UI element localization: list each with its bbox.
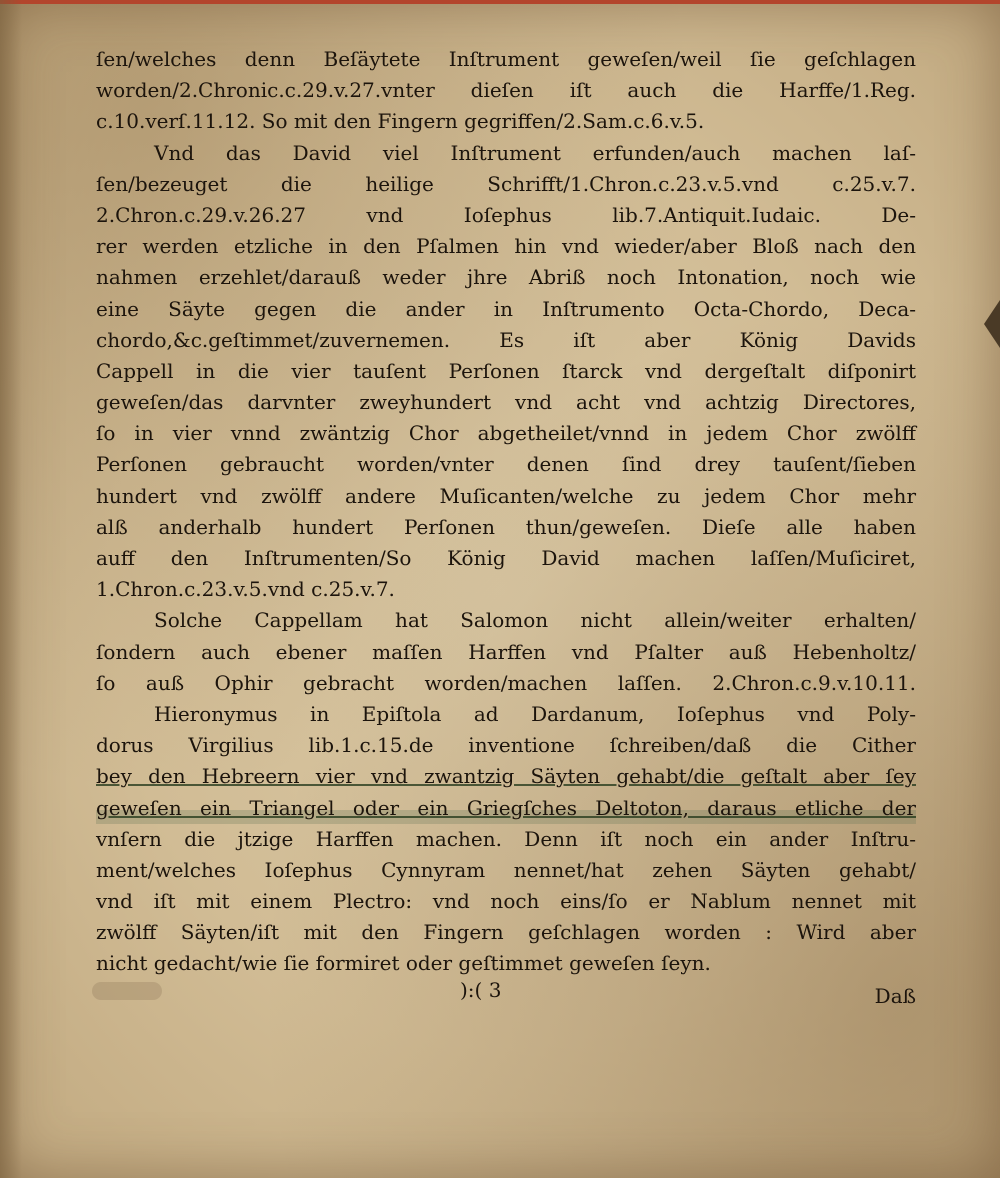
catchword: Daß	[874, 984, 916, 1008]
text-line: ment/welches Ioſephus Cynnyram nennet/hat zehen Säyten gehabt/	[96, 857, 916, 882]
text-line: Perſonen gebraucht worden/vnter denen ſind drey tauſent/ſieben	[96, 452, 916, 477]
page-edge-notch	[984, 300, 1000, 348]
underlined-text-line: bey den Hebreern vier vnd zwantzig Säyten gehabt/die geſtalt aber ſey	[96, 764, 916, 789]
text-line: ſen/welches denn Beſäytete Inſtrument geweſen/weil ſie geſchlagen	[96, 47, 916, 71]
text-line: ſondern auch ebener maſſen Harffen vnd Pſalter auß Hebenholtz/	[96, 639, 916, 664]
text-line: Cappell in die vier tauſent Perſonen ſtarck vnd dergeſtalt diſponirt	[96, 358, 916, 383]
text-line: nahmen erzehlet/darauß weder jhre Abriß noch Intonation, noch wie	[96, 265, 916, 290]
text-line: hundert vnd zwölff andere Muſicanten/welche zu jedem Chor mehr	[96, 483, 916, 508]
text-line: 2.Chron.c.29.v.26.27 vnd Ioſephus lib.7.Antiquit.Iudaic. De-	[96, 202, 916, 227]
page-top-edge	[0, 0, 1000, 4]
text-line: vnſern die jtzige Harffen machen. Denn iſt noch ein ander Inſtru-	[96, 826, 916, 851]
page-footer	[96, 978, 916, 1014]
text-line: alß anderhalb hundert Perſonen thun/geweſen. Dieſe alle haben	[96, 514, 916, 539]
text-line: chordo,&c.geſtimmet/zuvernemen. Es iſt aber König Davids	[96, 327, 916, 352]
text-line: rer werden etzliche in den Pſalmen hin vnd wieder/aber Bloß nach den	[96, 234, 916, 259]
page-binding-shadow	[0, 0, 22, 1178]
text-line: ſo in vier vnnd zwäntzig Chor abgetheilet/vnnd in jedem Chor zwölff	[96, 421, 916, 446]
text-line: ſen/bezeuget die heilige Schrifft/1.Chron.c.23.v.5.vnd c.25.v.7.	[96, 171, 916, 196]
underlined-text-line: geweſen ein Triangel oder ein Griegſches Deltoton, daraus etliche der	[96, 793, 916, 824]
paragraph-start-line: Hieronymus in Epiſtola ad Dardanum, Ioſephus vnd Poly-	[154, 701, 916, 726]
text-line: vnd iſt mit einem Plectro: vnd noch eins/ſo er Nablum nennet mit	[96, 889, 916, 914]
signature-mark: ):( 3	[460, 978, 502, 1002]
paragraph-start-line: Vnd das David viel Inſtrument erfunden/auch machen laſ-	[154, 140, 916, 165]
text-line: ſo auß Ophir gebracht worden/machen laſſen. 2.Chron.c.9.v.10.11.	[96, 670, 916, 695]
text-line: zwölff Säyten/iſt mit den Fingern geſchlagen worden : Wird aber	[96, 920, 916, 945]
text-line: worden/2.Chronic.c.29.v.27.vnter dieſen iſt auch die Harffe/1.Reg.	[96, 78, 916, 103]
text-line: nicht gedacht/wie ſie formiret oder geſtimmet geweſen ſeyn.	[96, 951, 711, 976]
text-line: 1.Chron.c.23.v.5.vnd c.25.v.7.	[96, 577, 395, 602]
text-line: auff den Inſtrumenten/So König David machen laſſen/Muſiciret,	[96, 546, 916, 570]
text-line: geweſen/das darvnter zweyhundert vnd acht vnd achtzig Directores,	[96, 390, 916, 415]
text-line: dorus Virgilius lib.1.c.15.de inventione ſchreiben/daß die Cither	[96, 733, 916, 758]
paragraph-start-line: Solche Cappellam hat Salomon nicht allein/weiter erhalten/	[154, 608, 916, 633]
text-line: c.10.verſ.11.12. So mit den Fingern gegriffen/2.Sam.c.6.v.5.	[96, 109, 705, 134]
text-line: eine Säyte gegen die ander in Inſtrumento Octa-Chordo, Deca-	[96, 296, 916, 321]
body-text	[96, 44, 916, 980]
